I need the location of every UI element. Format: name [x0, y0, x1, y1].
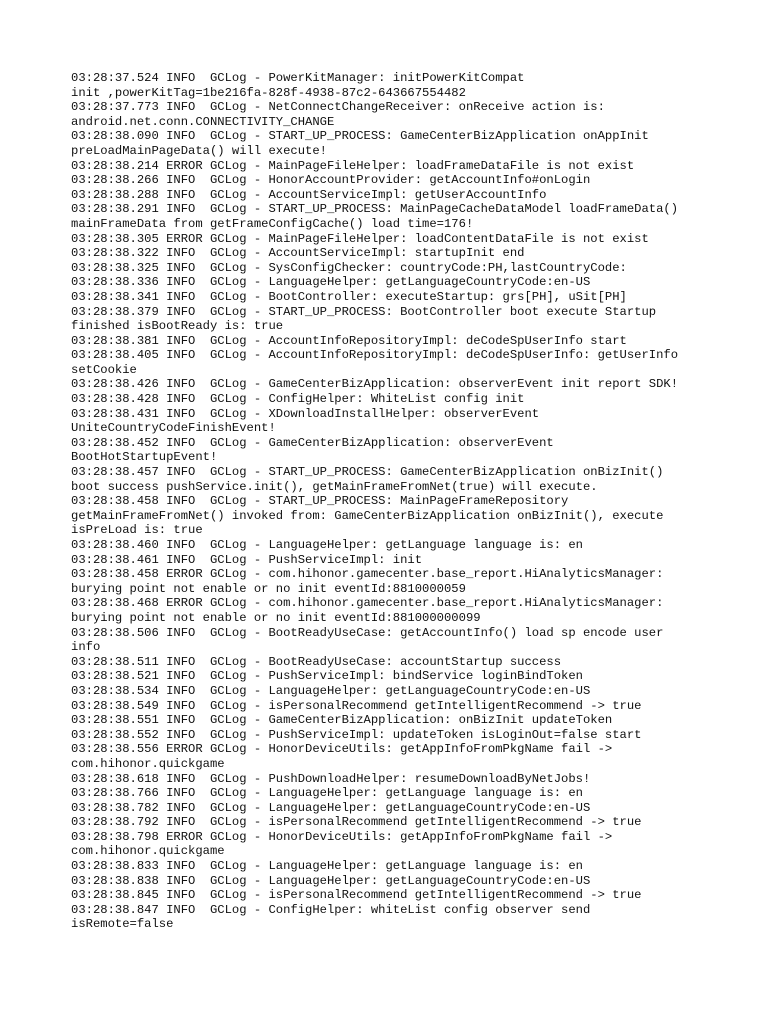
log-line: 03:28:38.461 INFO GCLog - PushServiceImpl: init: [71, 552, 423, 567]
log-line: BootHotStartupEvent!: [71, 450, 218, 465]
log-line: 03:28:38.838 INFO GCLog - LanguageHelper: getLanguageCountryCode:en-US: [71, 873, 591, 888]
log-line: 03:28:38.431 INFO GCLog - XDownloadInstallHelper: observerEvent: [71, 406, 540, 421]
log-line: 03:28:38.551 INFO GCLog - GameCenterBizApplication: onBizInit updateToken: [71, 713, 613, 728]
log-line: getMainFrameFromNet() invoked from: GameCenterBizApplication onBizInit(), execute: [71, 508, 664, 523]
log-line: 03:28:38.325 INFO GCLog - SysConfigChecker: countryCode:PH,lastCountryCode:: [71, 260, 627, 275]
log-line: 03:28:38.506 INFO GCLog - BootReadyUseCase: getAccountInfo() load sp encode user: [71, 625, 664, 640]
log-line: 03:28:38.458 ERROR GCLog - com.hihonor.gamecenter.base_report.HiAnalyticsManager:: [71, 567, 664, 582]
log-line: 03:28:38.457 INFO GCLog - START_UP_PROCESS: GameCenterBizApplication onBizInit(): [71, 465, 664, 480]
log-line: 03:28:38.766 INFO GCLog - LanguageHelper: getLanguage language is: en: [71, 786, 583, 801]
log-line: 03:28:38.288 INFO GCLog - AccountServiceImpl: getUserAccountInfo: [71, 187, 547, 202]
log-line: 03:28:38.458 INFO GCLog - START_UP_PROCESS: MainPageFrameRepository: [71, 494, 569, 509]
log-line: 03:28:38.090 INFO GCLog - START_UP_PROCESS: GameCenterBizApplication onAppInit: [71, 129, 649, 144]
log-text-block: [71, 71, 711, 932]
log-line: 03:28:38.266 INFO GCLog - HonorAccountProvider: getAccountInfo#onLogin: [71, 173, 591, 188]
log-line: 03:28:38.521 INFO GCLog - PushServiceImpl: bindService loginBindToken: [71, 669, 583, 684]
log-line: 03:28:38.552 INFO GCLog - PushServiceImpl: updateToken isLoginOut=false start: [71, 727, 642, 742]
log-line: 03:28:38.322 INFO GCLog - AccountServiceImpl: startupInit end: [71, 246, 525, 261]
log-line: boot success pushService.init(), getMainFrameFromNet(true) will execute.: [71, 479, 598, 494]
log-line: 03:28:38.460 INFO GCLog - LanguageHelper: getLanguage language is: en: [71, 538, 583, 552]
log-line: isPreLoad is: true: [71, 523, 203, 538]
log-line: com.hihonor.quickgame: [71, 844, 225, 859]
log-line: 03:28:38.845 INFO GCLog - isPersonalRecommend getIntelligentRecommend -> true: [71, 888, 642, 903]
log-line: 03:28:38.847 INFO GCLog - ConfigHelper: whiteList config observer send: [71, 902, 591, 917]
log-line: 03:28:38.405 INFO GCLog - AccountInfoRepositoryImpl: deCodeSpUserInfo: getUserInfo: [71, 348, 679, 363]
log-line: com.hihonor.quickgame: [71, 756, 225, 771]
log-line: 03:28:38.468 ERROR GCLog - com.hihonor.gamecenter.base_report.HiAnalyticsManager:: [71, 596, 664, 611]
log-line: 03:28:37.524 INFO GCLog - PowerKitManager: initPowerKitCompat: [71, 71, 525, 85]
log-line: 03:28:38.798 ERROR GCLog - HonorDeviceUtils: getAppInfoFromPkgName fail ->: [71, 829, 613, 844]
log-line: 03:28:37.773 INFO GCLog - NetConnectChangeReceiver: onReceive action is:: [71, 100, 605, 115]
log-line: 03:28:38.833 INFO GCLog - LanguageHelper: getLanguage language is: en: [71, 859, 583, 874]
log-line: 03:28:38.305 ERROR GCLog - MainPageFileHelper: loadContentDataFile is not exist: [71, 231, 649, 246]
log-line: 03:28:38.549 INFO GCLog - isPersonalRecommend getIntelligentRecommend -> true: [71, 698, 642, 713]
log-line: 03:28:38.452 INFO GCLog - GameCenterBizApplication: observerEvent: [71, 435, 554, 450]
log-line: 03:28:38.341 INFO GCLog - BootController: executeStartup: grs[PH], uSit[PH]: [71, 289, 627, 304]
log-line: 03:28:38.511 INFO GCLog - BootReadyUseCase: accountStartup success: [71, 654, 562, 669]
log-line: 03:28:38.381 INFO GCLog - AccountInfoRepositoryImpl: deCodeSpUserInfo start: [71, 333, 627, 348]
log-line: setCookie: [71, 362, 137, 377]
log-line: isRemote=false: [71, 917, 174, 932]
log-line: 03:28:38.428 INFO GCLog - ConfigHelper: WhiteList config init: [71, 392, 525, 407]
log-line: finished isBootReady is: true: [71, 319, 284, 334]
log-line: 03:28:38.379 INFO GCLog - START_UP_PROCESS: BootController boot execute Startup: [71, 304, 657, 319]
log-line: 03:28:38.291 INFO GCLog - START_UP_PROCESS: MainPageCacheDataModel loadFrameData(): [71, 202, 679, 217]
log-line: 03:28:38.214 ERROR GCLog - MainPageFileHelper: loadFrameDataFile is not exist: [71, 158, 635, 173]
log-line: 03:28:38.426 INFO GCLog - GameCenterBizApplication: observerEvent init report SDK!: [71, 377, 679, 392]
log-line: burying point not enable or no init eventId:881000000099: [71, 610, 481, 625]
log-line: info: [71, 640, 101, 655]
log-line: 03:28:38.618 INFO GCLog - PushDownloadHelper: resumeDownloadByNetJobs!: [71, 771, 591, 786]
log-line: 03:28:38.792 INFO GCLog - isPersonalRecommend getIntelligentRecommend -> true: [71, 815, 642, 830]
log-line: 03:28:38.556 ERROR GCLog - HonorDeviceUtils: getAppInfoFromPkgName fail ->: [71, 742, 613, 757]
log-line: UniteCountryCodeFinishEvent!: [71, 421, 276, 436]
log-line: 03:28:38.534 INFO GCLog - LanguageHelper: getLanguageCountryCode:en-US: [71, 683, 591, 698]
log-line: 03:28:38.336 INFO GCLog - LanguageHelper: getLanguageCountryCode:en-US: [71, 275, 591, 290]
log-line: burying point not enable or no init eventId:8810000059: [71, 581, 466, 596]
log-line: init ,powerKitTag=1be216fa-828f-4938-87c2-643667554482: [71, 85, 466, 100]
log-line: android.net.conn.CONNECTIVITY_CHANGE: [71, 114, 335, 129]
log-line: mainFrameData from getFrameConfigCache() load time=176!: [71, 216, 474, 231]
log-line: preLoadMainPageData() will execute!: [71, 143, 327, 158]
log-line: 03:28:38.782 INFO GCLog - LanguageHelper: getLanguageCountryCode:en-US: [71, 800, 591, 815]
